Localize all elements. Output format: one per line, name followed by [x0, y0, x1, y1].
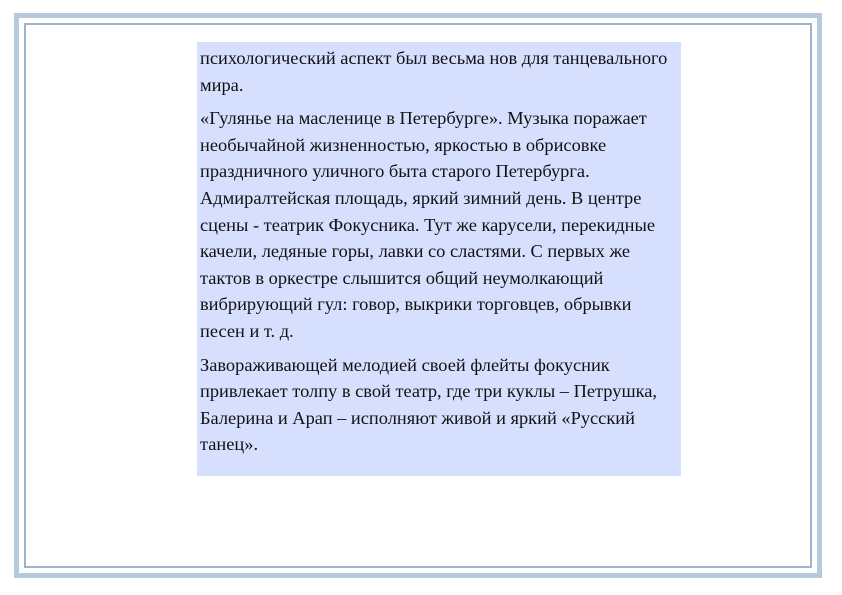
paragraph-intro: психологический аспект был весьма нов для танцевального мира. [200, 48, 668, 95]
paragraph-magician: Завораживающей мелодией своей флейты фокусник привлекает толпу в свой театр, где три куклы – Петрушка, Балерина и Арап – исполняют живой и яркий «Русский танец». [200, 354, 658, 455]
paragraph-maslenitsa: «Гулянье на масленице в Петербурге». Музыка поражает необычайной жизненностью, яркостью в обрисовке праздничного уличного быта старого Петербурга. Адмиралтейская площадь, яркий зимний день. В центре сцены - театрик Фокусника. Тут же карусели, перекидные качели, ледяные горы, лавки со сластями. С первых же тактов в оркестре слышится общий неумолкающий вибрирующий гул: говор, выкрики торговцев, обрывки песен и т. д. [200, 108, 656, 341]
text-box [197, 42, 681, 476]
